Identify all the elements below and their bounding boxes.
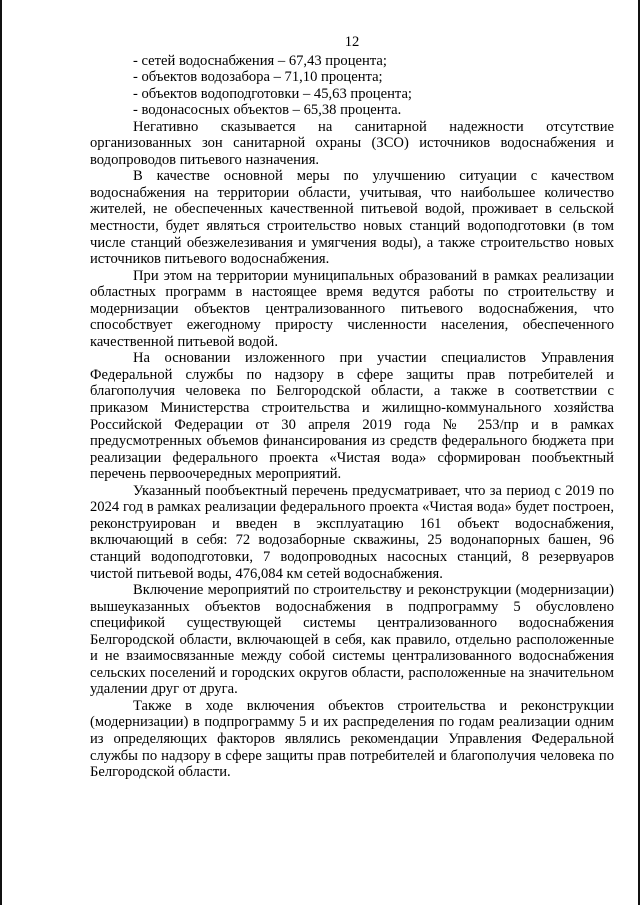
paragraph-sanitary-zones: Негативно сказывается на санитарной надежности отсутствие организованных зон санитарной охраны (ЗСО) источников водоснабжения и водопроводов питьевого назначения.	[90, 118, 614, 168]
paragraph-regional-programs: При этом на территории муниципальных образований в рамках реализации областных программ в настоящее время ведутся работы по строительству и модернизации объектов централизованного питьевого водоснабжения, что способствует ежегодному приросту численности населения, обеспеченного качественной питьевой водой.	[90, 267, 614, 350]
paragraph-priority-list: На основании изложенного при участии специалистов Управления Федеральной службы по надзору в сфере защиты прав потребителей и благополучия человека по Белгородской области, а также в соответствии с приказом Министерства строительства и жилищно-коммунального хозяйства Российской Федерации от 30 апреля 2019 года № 253/пр и в рамках предусмотренных объемов финансирования из средств федерального бюджета при реализации федерального проекта «Чистая вода» сформирован пообъектный перечень первоочередных мероприятий.	[90, 350, 614, 483]
paragraph-recommendations: Также в ходе включения объектов строительства и реконструкции (модернизации) в подпрограмму 5 и их распределения по годам реализации одним из определяющих факторов являлись рекомендации Управления Федеральной службы по надзору в сфере защиты прав потребителей и благополучия человека по Белгородской области.	[90, 697, 614, 781]
list-item: - сетей водоснабжения – 67,43 процента;	[133, 52, 387, 69]
paragraph-main-measure: В качестве основной меры по улучшению ситуации с качеством водоснабжения на территории области, учитывая, что наибольшее количество жителей, не обеспеченных качественной питьевой водой, проживает в сельской местности, будет являться строительство новых станций водоподготовки (в том числе станций обезжелезивания и умягчения воды), а также строительство новых источников питьевого водоснабжения.	[90, 168, 614, 268]
page-number: 12	[344, 34, 360, 50]
percentage-list	[90, 53, 614, 119]
paragraph-project-scope: Указанный пообъектный перечень предусматривает, что за период с 2019 по 2024 год в рамках реализации федерального проекта «Чистая вода» будет построен, реконструирован и введен в эксплуатацию 161 объект водоснабжения, включающий в себя: 72 водозаборные скважины, 25 водонапорных башен, 96 станций водоподготовки, 7 водопроводных насосных станций, 8 резервуаров чистой питьевой воды, 476,084 км сетей водоснабжения.	[90, 482, 614, 582]
scan-border-left	[0, 0, 2, 905]
list-item: - водонасосных объектов – 65,38 процента.	[133, 102, 402, 119]
paragraph-subprogram-inclusion: Включение мероприятий по строительству и реконструкции (модернизации) вышеуказанных объектов водоснабжения в подпрограмму 5 обусловлено спецификой существующей системы централизованного водоснабжения Белгородской области, включающей в себя, как правило, отдельно расположенные и не взаимосвязанные между собой системы централизованного водоснабжения сельских поселений и городских округов области, расположенные на значительном удалении друг от друга.	[90, 582, 614, 698]
list-item: - объектов водозабора – 71,10 процента;	[133, 69, 383, 86]
list-item: - объектов водоподготовки – 45,63 процента;	[133, 85, 412, 102]
document-page	[90, 34, 614, 781]
